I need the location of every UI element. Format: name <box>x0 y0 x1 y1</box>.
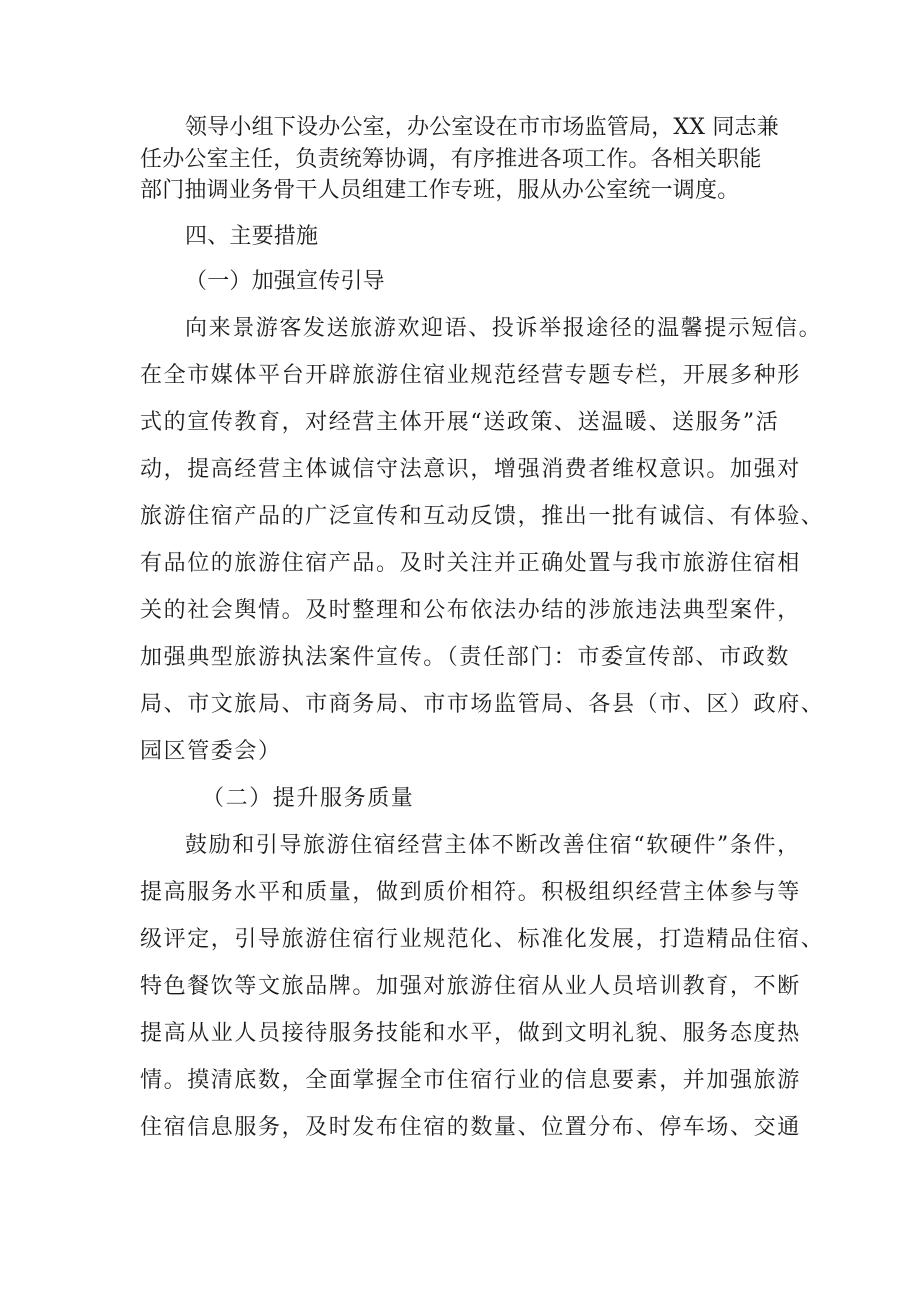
paragraph-line: 动，提高经营主体诚信守法意识，增强消费者维权意识。加强对 <box>140 457 801 482</box>
paragraph-line: 在全市媒体平台开辟旅游住宿业规范经营专题专栏，开展多种形 <box>140 363 801 388</box>
paragraph-line: 部门抽调业务骨干人员组建工作专班，服从办公室统一调度。 <box>140 178 740 203</box>
paragraph-line: 情。摸清底数，全面掌握全市住宿行业的信息要素，并加强旅游 <box>140 1068 801 1093</box>
paragraph-line: 局、市文旅局、市商务局、市市场监管局、各县（市、区）政府、 <box>140 692 825 717</box>
paragraph-line: 级评定，引导旅游住宿行业规范化、标准化发展，打造精品住宿、 <box>140 927 825 952</box>
paragraph-line: 鼓励和引导旅游住宿经营主体不断改善住宿“软硬件”条件， <box>185 833 801 858</box>
paragraph-line: 向来景游客发送旅游欢迎语、投诉举报途径的温馨提示短信。 <box>185 316 823 341</box>
paragraph-line: 领导小组下设办公室，办公室设在市市场监管局，XX 同志兼 <box>185 115 779 140</box>
paragraph-line: 有品位的旅游住宿产品。及时关注并正确处置与我市旅游住宿相 <box>140 551 801 576</box>
paragraph-line: 旅游住宿产品的广泛宣传和互动反馈，推出一批有诚信、有体验、 <box>140 504 825 529</box>
subsection-heading: （二）提升服务质量 <box>202 786 415 811</box>
paragraph-line: 加强典型旅游执法案件宣传。（责任部门：市委宣传部、市政数 <box>140 645 790 670</box>
paragraph-line: 住宿信息服务，及时发布住宿的数量、位置分布、停车场、交通 <box>140 1115 801 1140</box>
paragraph-line: 提高从业人员接待服务技能和水平，做到文明礼貌、服务态度热 <box>140 1021 801 1046</box>
paragraph-line: 园区管委会） <box>140 739 282 764</box>
section-heading: 四、主要措施 <box>185 224 319 249</box>
paragraph-line: 特色餐饮等文旅品牌。加强对旅游住宿从业人员培训教育，不断 <box>140 974 801 999</box>
paragraph-line: 提高服务水平和质量，做到质价相符。积极组织经营主体参与等 <box>140 880 801 905</box>
subsection-heading: （一）加强宣传引导 <box>185 269 385 294</box>
paragraph-line: 关的社会舆情。及时整理和公布依法办结的涉旅违法典型案件， <box>140 598 801 623</box>
paragraph-line: 式的宣传教育，对经营主体开展“送政策、送温暖、送服务”活 <box>140 410 780 435</box>
paragraph-line: 任办公室主任，负责统筹协调，有序推进各项工作。各相关职能 <box>140 147 762 172</box>
